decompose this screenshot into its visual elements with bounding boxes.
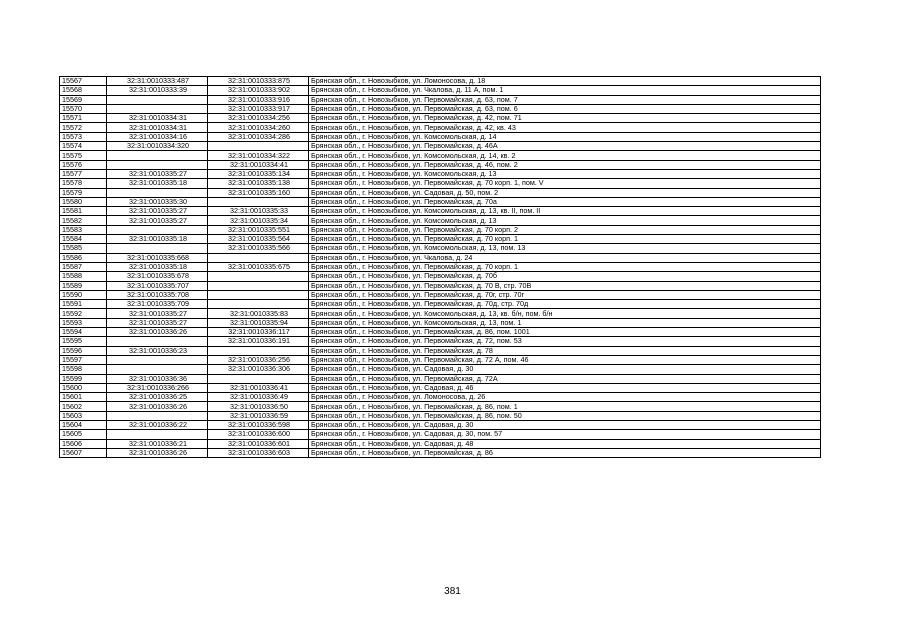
object-cadastral-number-cell: 32:31:0010335:566 xyxy=(208,244,309,253)
parcel-cadastral-number-cell: 32:31:0010335:668 xyxy=(107,253,208,262)
parcel-cadastral-number-cell: 32:31:0010336:26 xyxy=(107,402,208,411)
record-number-cell: 15599 xyxy=(60,374,107,383)
parcel-cadastral-number-cell: 32:31:0010336:22 xyxy=(107,420,208,429)
object-cadastral-number-cell: 32:31:0010336:256 xyxy=(208,355,309,364)
address-cell: Брянская обл., г. Новозыбков, ул. Садовая, д. 48 xyxy=(309,439,821,448)
parcel-cadastral-number-cell: 32:31:0010335:707 xyxy=(107,281,208,290)
table-row xyxy=(60,281,821,290)
object-cadastral-number-cell: 32:31:0010336:600 xyxy=(208,430,309,439)
record-number-cell: 15583 xyxy=(60,225,107,234)
address-cell: Брянская обл., г. Новозыбков, ул. Комсомольская, д. 13, пом. 13 xyxy=(309,244,821,253)
address-cell: Брянская обл., г. Новозыбков, ул. Первомайская, д. 86 xyxy=(309,448,821,457)
parcel-cadastral-number-cell: 32:31:0010335:27 xyxy=(107,309,208,318)
address-cell: Брянская обл., г. Новозыбков, ул. Первомайская, д. 46А xyxy=(309,142,821,151)
record-number-cell: 15586 xyxy=(60,253,107,262)
parcel-cadastral-number-cell: 32:31:0010336:266 xyxy=(107,383,208,392)
parcel-cadastral-number-cell: 32:31:0010334:31 xyxy=(107,123,208,132)
object-cadastral-number-cell: 32:31:0010335:551 xyxy=(208,225,309,234)
table-row xyxy=(60,402,821,411)
registry-table-body xyxy=(60,77,821,458)
table-row xyxy=(60,104,821,113)
record-number-cell: 15590 xyxy=(60,290,107,299)
table-row xyxy=(60,365,821,374)
object-cadastral-number-cell: 32:31:0010336:117 xyxy=(208,328,309,337)
address-cell: Брянская обл., г. Новозыбков, ул. Первомайская, д. 72, пом. 53 xyxy=(309,337,821,346)
table-row xyxy=(60,95,821,104)
object-cadastral-number-cell: 32:31:0010334:41 xyxy=(208,160,309,169)
table-row xyxy=(60,448,821,457)
record-number-cell: 15607 xyxy=(60,448,107,457)
record-number-cell: 15584 xyxy=(60,235,107,244)
record-number-cell: 15581 xyxy=(60,207,107,216)
parcel-cadastral-number-cell xyxy=(107,188,208,197)
object-cadastral-number-cell: 32:31:0010336:59 xyxy=(208,411,309,420)
record-number-cell: 15575 xyxy=(60,151,107,160)
parcel-cadastral-number-cell: 32:31:0010335:18 xyxy=(107,262,208,271)
record-number-cell: 15589 xyxy=(60,281,107,290)
record-number-cell: 15598 xyxy=(60,365,107,374)
parcel-cadastral-number-cell xyxy=(107,430,208,439)
address-cell: Брянская обл., г. Новозыбков, ул. Садовая, д. 30 xyxy=(309,420,821,429)
object-cadastral-number-cell: 32:31:0010335:83 xyxy=(208,309,309,318)
record-number-cell: 15597 xyxy=(60,355,107,364)
record-number-cell: 15603 xyxy=(60,411,107,420)
parcel-cadastral-number-cell xyxy=(107,337,208,346)
parcel-cadastral-number-cell xyxy=(107,411,208,420)
address-cell: Брянская обл., г. Новозыбков, ул. Комсомольская, д. 13, кв. б/н, пом. б/н xyxy=(309,309,821,318)
parcel-cadastral-number-cell: 32:31:0010335:27 xyxy=(107,318,208,327)
table-row xyxy=(60,374,821,383)
address-cell: Брянская обл., г. Новозыбков, ул. Первомайская, д. 70б xyxy=(309,272,821,281)
table-row xyxy=(60,207,821,216)
object-cadastral-number-cell xyxy=(208,253,309,262)
object-cadastral-number-cell: 32:31:0010336:603 xyxy=(208,448,309,457)
address-cell: Брянская обл., г. Новозыбков, ул. Садовая, д. 46 xyxy=(309,383,821,392)
address-cell: Брянская обл., г. Новозыбков, ул. Первомайская, д. 42, пом. 71 xyxy=(309,114,821,123)
table-row xyxy=(60,235,821,244)
parcel-cadastral-number-cell xyxy=(107,355,208,364)
table-row xyxy=(60,328,821,337)
record-number-cell: 15569 xyxy=(60,95,107,104)
table-row xyxy=(60,411,821,420)
object-cadastral-number-cell: 32:31:0010336:598 xyxy=(208,420,309,429)
parcel-cadastral-number-cell: 32:31:0010334:31 xyxy=(107,114,208,123)
parcel-cadastral-number-cell: 32:31:0010336:36 xyxy=(107,374,208,383)
record-number-cell: 15594 xyxy=(60,328,107,337)
address-cell: Брянская обл., г. Новозыбков, ул. Первомайская, д. 78 xyxy=(309,346,821,355)
object-cadastral-number-cell: 32:31:0010335:675 xyxy=(208,262,309,271)
address-cell: Брянская обл., г. Новозыбков, ул. Первомайская, д. 70 корп. 2 xyxy=(309,225,821,234)
parcel-cadastral-number-cell: 32:31:0010335:678 xyxy=(107,272,208,281)
object-cadastral-number-cell: 32:31:0010335:134 xyxy=(208,169,309,178)
table-row xyxy=(60,244,821,253)
table-row xyxy=(60,216,821,225)
table-row xyxy=(60,132,821,141)
record-number-cell: 15570 xyxy=(60,104,107,113)
object-cadastral-number-cell: 32:31:0010336:601 xyxy=(208,439,309,448)
address-cell: Брянская обл., г. Новозыбков, ул. Садовая, д. 30 xyxy=(309,365,821,374)
parcel-cadastral-number-cell: 32:31:0010335:27 xyxy=(107,216,208,225)
table-row xyxy=(60,383,821,392)
table-row xyxy=(60,225,821,234)
record-number-cell: 15587 xyxy=(60,262,107,271)
address-cell: Брянская обл., г. Новозыбков, ул. Ломоносова, д. 26 xyxy=(309,393,821,402)
record-number-cell: 15602 xyxy=(60,402,107,411)
record-number-cell: 15579 xyxy=(60,188,107,197)
table-row xyxy=(60,188,821,197)
parcel-cadastral-number-cell: 32:31:0010335:27 xyxy=(107,207,208,216)
table-row xyxy=(60,169,821,178)
address-cell: Брянская обл., г. Новозыбков, ул. Комсомольская, д. 14 xyxy=(309,132,821,141)
parcel-cadastral-number-cell xyxy=(107,225,208,234)
page-number: 381 xyxy=(444,586,461,597)
table-row xyxy=(60,151,821,160)
table-row xyxy=(60,346,821,355)
object-cadastral-number-cell xyxy=(208,374,309,383)
object-cadastral-number-cell: 32:31:0010335:34 xyxy=(208,216,309,225)
parcel-cadastral-number-cell: 32:31:0010333:487 xyxy=(107,77,208,86)
object-cadastral-number-cell: 32:31:0010335:564 xyxy=(208,235,309,244)
object-cadastral-number-cell: 32:31:0010335:160 xyxy=(208,188,309,197)
record-number-cell: 15577 xyxy=(60,169,107,178)
table-row xyxy=(60,439,821,448)
table-row xyxy=(60,114,821,123)
table-row xyxy=(60,337,821,346)
address-cell: Брянская обл., г. Новозыбков, ул. Комсомольская, д. 13, пом. 1 xyxy=(309,318,821,327)
table-row xyxy=(60,253,821,262)
address-cell: Брянская обл., г. Новозыбков, ул. Первомайская, д. 63, пом. 6 xyxy=(309,104,821,113)
address-cell: Брянская обл., г. Новозыбков, ул. Первомайская, д. 70а xyxy=(309,197,821,206)
address-cell: Брянская обл., г. Новозыбков, ул. Комсомольская, д. 13 xyxy=(309,216,821,225)
table-row xyxy=(60,142,821,151)
address-cell: Брянская обл., г. Новозыбков, ул. Первомайская, д. 86, пом. 50 xyxy=(309,411,821,420)
table-row xyxy=(60,86,821,95)
table-row xyxy=(60,123,821,132)
parcel-cadastral-number-cell: 32:31:0010334:16 xyxy=(107,132,208,141)
parcel-cadastral-number-cell xyxy=(107,244,208,253)
object-cadastral-number-cell: 32:31:0010336:191 xyxy=(208,337,309,346)
parcel-cadastral-number-cell: 32:31:0010336:25 xyxy=(107,393,208,402)
parcel-cadastral-number-cell xyxy=(107,151,208,160)
table-row xyxy=(60,430,821,439)
parcel-cadastral-number-cell: 32:31:0010336:21 xyxy=(107,439,208,448)
address-cell: Брянская обл., г. Новозыбков, ул. Первомайская, д. 72А xyxy=(309,374,821,383)
record-number-cell: 15567 xyxy=(60,77,107,86)
record-number-cell: 15571 xyxy=(60,114,107,123)
object-cadastral-number-cell xyxy=(208,290,309,299)
parcel-cadastral-number-cell: 32:31:0010335:18 xyxy=(107,235,208,244)
table-row xyxy=(60,262,821,271)
address-cell: Брянская обл., г. Новозыбков, ул. Комсомольская, д. 13, кв. II, пом. II xyxy=(309,207,821,216)
record-number-cell: 15585 xyxy=(60,244,107,253)
object-cadastral-number-cell xyxy=(208,142,309,151)
record-number-cell: 15601 xyxy=(60,393,107,402)
parcel-cadastral-number-cell: 32:31:0010335:709 xyxy=(107,300,208,309)
object-cadastral-number-cell xyxy=(208,346,309,355)
record-number-cell: 15574 xyxy=(60,142,107,151)
object-cadastral-number-cell xyxy=(208,281,309,290)
table-row xyxy=(60,420,821,429)
record-number-cell: 15568 xyxy=(60,86,107,95)
parcel-cadastral-number-cell: 32:31:0010336:23 xyxy=(107,346,208,355)
address-cell: Брянская обл., г. Новозыбков, ул. Первомайская, д. 86, пом. 1001 xyxy=(309,328,821,337)
object-cadastral-number-cell: 32:31:0010334:322 xyxy=(208,151,309,160)
record-number-cell: 15596 xyxy=(60,346,107,355)
address-cell: Брянская обл., г. Новозыбков, ул. Ломоносова, д. 18 xyxy=(309,77,821,86)
address-cell: Брянская обл., г. Новозыбков, ул. Первомайская, д. 42, кв. 43 xyxy=(309,123,821,132)
object-cadastral-number-cell: 32:31:0010334:256 xyxy=(208,114,309,123)
address-cell: Брянская обл., г. Новозыбков, ул. Первомайская, д. 46, пом. 2 xyxy=(309,160,821,169)
parcel-cadastral-number-cell: 32:31:0010335:708 xyxy=(107,290,208,299)
record-number-cell: 15605 xyxy=(60,430,107,439)
object-cadastral-number-cell: 32:31:0010333:902 xyxy=(208,86,309,95)
record-number-cell: 15576 xyxy=(60,160,107,169)
object-cadastral-number-cell: 32:31:0010336:50 xyxy=(208,402,309,411)
object-cadastral-number-cell: 32:31:0010333:916 xyxy=(208,95,309,104)
object-cadastral-number-cell: 32:31:0010336:49 xyxy=(208,393,309,402)
object-cadastral-number-cell: 32:31:0010336:41 xyxy=(208,383,309,392)
table-row xyxy=(60,393,821,402)
parcel-cadastral-number-cell: 32:31:0010333:39 xyxy=(107,86,208,95)
object-cadastral-number-cell: 32:31:0010335:138 xyxy=(208,179,309,188)
record-number-cell: 15573 xyxy=(60,132,107,141)
address-cell: Брянская обл., г. Новозыбков, ул. Чкалова, д. 11 А, пом. 1 xyxy=(309,86,821,95)
table-row xyxy=(60,309,821,318)
table-row xyxy=(60,197,821,206)
object-cadastral-number-cell xyxy=(208,300,309,309)
object-cadastral-number-cell: 32:31:0010334:260 xyxy=(208,123,309,132)
address-cell: Брянская обл., г. Новозыбков, ул. Первомайская, д. 70 корп. 1 xyxy=(309,235,821,244)
record-number-cell: 15591 xyxy=(60,300,107,309)
table-row xyxy=(60,179,821,188)
record-number-cell: 15572 xyxy=(60,123,107,132)
record-number-cell: 15580 xyxy=(60,197,107,206)
address-cell: Брянская обл., г. Новозыбков, ул. Первомайская, д. 70г, стр. 70г xyxy=(309,290,821,299)
address-cell: Брянская обл., г. Новозыбков, ул. Комсомольская, д. 14, кв. 2 xyxy=(309,151,821,160)
address-cell: Брянская обл., г. Новозыбков, ул. Первомайская, д. 70 В, стр. 70В xyxy=(309,281,821,290)
record-number-cell: 15592 xyxy=(60,309,107,318)
parcel-cadastral-number-cell: 32:31:0010335:18 xyxy=(107,179,208,188)
record-number-cell: 15593 xyxy=(60,318,107,327)
table-row xyxy=(60,318,821,327)
parcel-cadastral-number-cell: 32:31:0010336:26 xyxy=(107,328,208,337)
address-cell: Брянская обл., г. Новозыбков, ул. Первомайская, д. 86, пом. 1 xyxy=(309,402,821,411)
address-cell: Брянская обл., г. Новозыбков, ул. Комсомольская, д. 13 xyxy=(309,169,821,178)
parcel-cadastral-number-cell: 32:31:0010334:320 xyxy=(107,142,208,151)
parcel-cadastral-number-cell xyxy=(107,365,208,374)
object-cadastral-number-cell xyxy=(208,197,309,206)
object-cadastral-number-cell: 32:31:0010333:917 xyxy=(208,104,309,113)
address-cell: Брянская обл., г. Новозыбков, ул. Чкалова, д. 24 xyxy=(309,253,821,262)
object-cadastral-number-cell xyxy=(208,272,309,281)
address-cell: Брянская обл., г. Новозыбков, ул. Первомайская, д. 70 корп. 1 xyxy=(309,262,821,271)
object-cadastral-number-cell: 32:31:0010336:306 xyxy=(208,365,309,374)
parcel-cadastral-number-cell xyxy=(107,160,208,169)
address-cell: Брянская обл., г. Новозыбков, ул. Садовая, д. 50, пом. 2 xyxy=(309,188,821,197)
parcel-cadastral-number-cell: 32:31:0010336:26 xyxy=(107,448,208,457)
parcel-cadastral-number-cell xyxy=(107,104,208,113)
object-cadastral-number-cell: 32:31:0010335:33 xyxy=(208,207,309,216)
object-cadastral-number-cell: 32:31:0010334:286 xyxy=(208,132,309,141)
record-number-cell: 15588 xyxy=(60,272,107,281)
table-row xyxy=(60,77,821,86)
record-number-cell: 15600 xyxy=(60,383,107,392)
object-cadastral-number-cell: 32:31:0010333:875 xyxy=(208,77,309,86)
record-number-cell: 15582 xyxy=(60,216,107,225)
address-cell: Брянская обл., г. Новозыбков, ул. Первомайская, д. 72 А, пом. 46 xyxy=(309,355,821,364)
record-number-cell: 15578 xyxy=(60,179,107,188)
address-cell: Брянская обл., г. Новозыбков, ул. Первомайская, д. 70 корп. 1, пом. V xyxy=(309,179,821,188)
object-cadastral-number-cell: 32:31:0010335:94 xyxy=(208,318,309,327)
record-number-cell: 15606 xyxy=(60,439,107,448)
table-row xyxy=(60,355,821,364)
parcel-cadastral-number-cell: 32:31:0010335:30 xyxy=(107,197,208,206)
parcel-cadastral-number-cell: 32:31:0010335:27 xyxy=(107,169,208,178)
address-cell: Брянская обл., г. Новозыбков, ул. Первомайская, д. 63, пом. 7 xyxy=(309,95,821,104)
address-cell: Брянская обл., г. Новозыбков, ул. Первомайская, д. 70д, стр. 70д xyxy=(309,300,821,309)
table-row xyxy=(60,300,821,309)
table-row xyxy=(60,160,821,169)
record-number-cell: 15604 xyxy=(60,420,107,429)
record-number-cell: 15595 xyxy=(60,337,107,346)
parcel-cadastral-number-cell xyxy=(107,95,208,104)
registry-table xyxy=(59,76,821,458)
table-row xyxy=(60,272,821,281)
address-cell: Брянская обл., г. Новозыбков, ул. Садовая, д. 30, пом. 57 xyxy=(309,430,821,439)
table-row xyxy=(60,290,821,299)
